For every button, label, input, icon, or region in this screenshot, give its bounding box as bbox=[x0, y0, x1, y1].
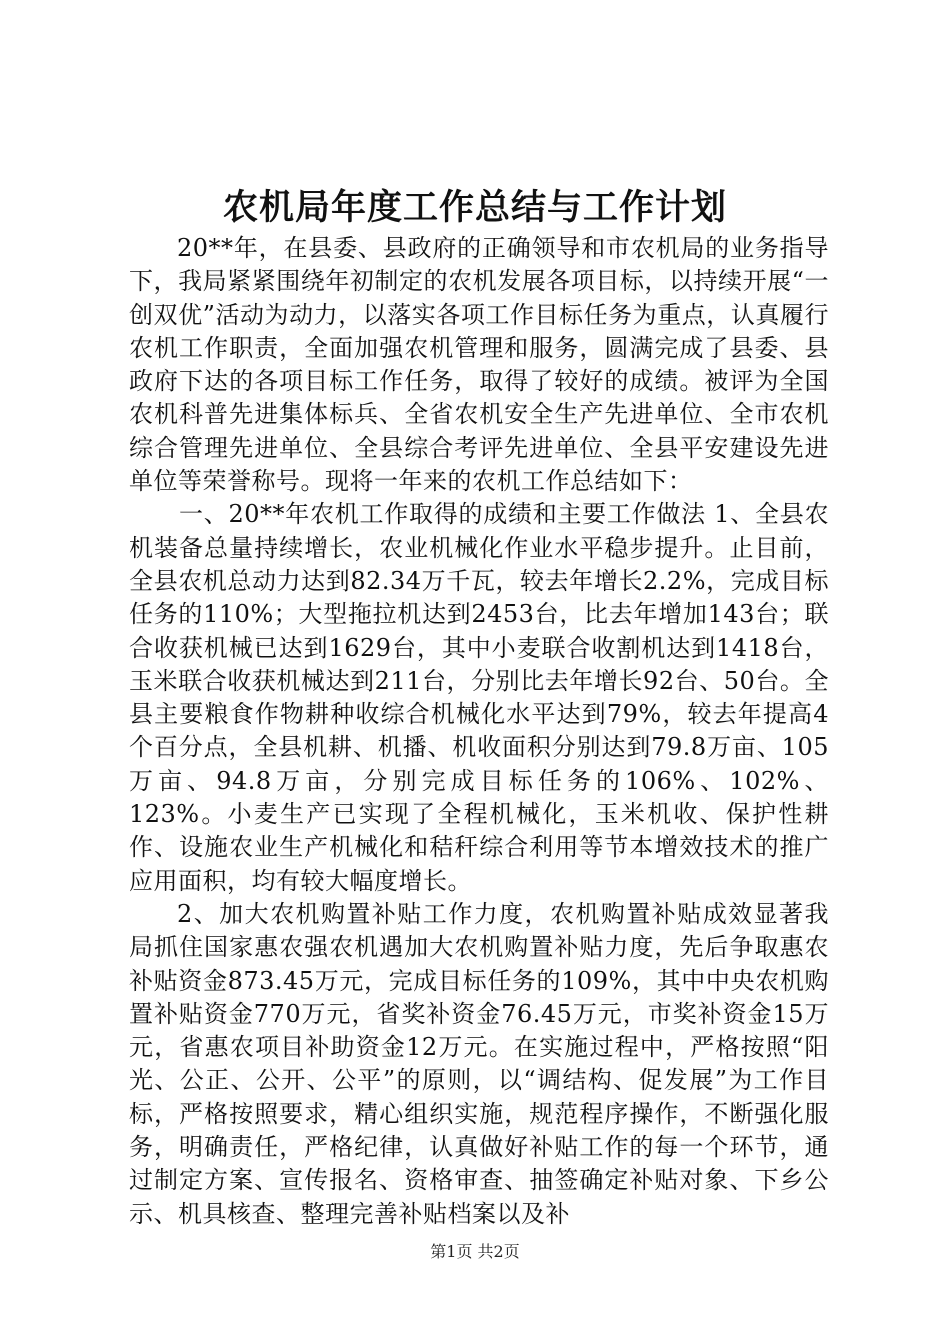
document-body bbox=[129, 232, 829, 1231]
paragraph-intro: 20**年，在县委、县政府的正确领导和市农机局的业务指导下，我局紧紧围绕年初制定的农机发展各项目标，以持续开展“一创双优”活动为动力，以落实各项工作目标任务为重点，认真履行农机工作职责，全面加强农机管理和服务，圆满完成了县委、县政府下达的各项目标工作任务，取得了较好的成绩。被评为全国农机科普先进集体标兵、全省农机安全生产先进单位、全市农机综合管理先进单位、全县综合考评先进单位、全县平安建设先进单位等荣誉称号。现将一年来的农机工作总结如下： bbox=[129, 234, 829, 496]
paragraph-section-one: 一、20**年农机工作取得的成绩和主要工作做法 1、全县农机装备总量持续增长，农业机械化作业水平稳步提升。止目前，全县农机总动力达到82.34万千瓦，较去年增长2.2%，完成目标任务的110%；大型拖拉机达到2453台，比去年增加143台；联合收获机械已达到1629台，其中小麦联合收割机达到1418台，玉米联合收获机械达到211台，分别比去年增长92台、50台。全县主要粮食作物耕种收综合机械化水平达到79%，较去年提高4个百分点，全县机耕、机播、机收面积分别达到79.8万亩、105万亩、94.8万亩，分别完成目标任务的106%、102%、123%。小麦生产已实现了全程机械化，玉米机收、保护性耕作、设施农业生产机械化和秸秆综合利用等节本增效技术的推广应用面积，均有较大幅度增长。 bbox=[129, 500, 829, 895]
document-title: 农机局年度工作总结与工作计划 bbox=[222, 187, 727, 228]
page-number-footer: 第1页 共2页 bbox=[430, 1242, 520, 1261]
paragraph-subsidy: 2、加大农机购置补贴工作力度，农机购置补贴成效显著我局抓住国家惠农强农机遇加大农机购置补贴力度，先后争取惠农补贴资金873.45万元，完成目标任务的109%，其中中央农机购置补贴资金770万元，省奖补资金76.45万元，市奖补资金15万元，省惠农项目补助资金12万元。在实施过程中，严格按照“阳光、公正、公开、公平”的原则，以“调结构、促发展”为工作目标，严格按照要求，精心组织实施，规范程序操作，不断强化服务，明确责任，严格纪律，认真做好补贴工作的每一个环节，通过制定方案、宣传报名、资格审查、抽签确定补贴对象、下乡公示、机具核查、整理完善补贴档案以及补 bbox=[129, 899, 829, 1228]
